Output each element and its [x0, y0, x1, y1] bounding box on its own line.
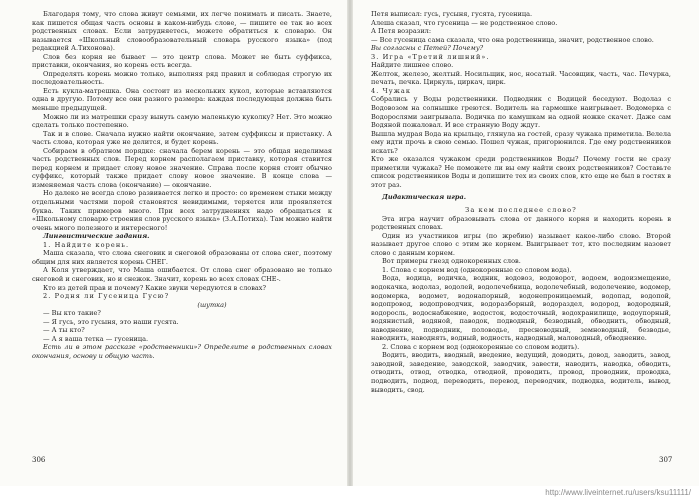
task-instruction: Найдите лишнее слово.	[371, 61, 454, 70]
paragraph: Собрались у Воды родственники. Подводник с Водицей беседуют. Водолаз с Водовозом на солнышке греются. Водитель на гармошке наигрывает. Водомерка с Водорослями заигрывала. Водичка по камушкам на одной ножке скачет. Даже сам Водяной пожаловал. И все странную Воду ждут.	[371, 95, 671, 130]
example-words: Водить, вводить, вводный, введение, ведущий, доводить, довод, заводить, завод, заводной, заведение, заводской, заводчик, завести, наводить, наводка, обводить, отводить, отвод, отводка, отводной, проводить, провод, проводник, проводка, подводить, подвод, переводить, перевод, переводчик, подводка, водитель, вывод, выводить, свод.	[371, 351, 671, 394]
paragraph: Маша сказала, что слова снеговик и снеговой образованы от слова снег, поэтому общим для них является корень СНЕГ.	[32, 249, 332, 266]
paragraph: Вышла мудрая Вода на крыльцо, глянула на гостей, сразу чужака приметила. Велела ему идти прочь в свою семью. Пошел чужак, пригорюнился. Где ему родственников искать?	[371, 129, 671, 155]
paragraph: Определять корень можно только, выполняя ряд правил и соблюдая строгую их последовательность.	[32, 69, 332, 87]
paragraph: Есть кукла-матрешка. Она состоит из нескольких кукол, которые вставляются одна в другую. Потому все они разного размера: каждая последующая должна быть меньше предыдущей.	[32, 86, 332, 113]
text-line: Петя выписал: гусь, гусыня, гусята, гусеница.	[371, 10, 533, 18]
dialog-line: — А ты кто?	[43, 326, 85, 335]
game-title: За кем последнее слово?	[465, 206, 577, 215]
right-page	[371, 10, 671, 394]
paragraph: Но далеко не всегда слово развивается легко и просто: со временем стыки между отдельными частями порой становятся невидимыми, теряется или проявляется буква. Таких примеров много. При всех затруднениях надо обращаться к «Школьному словарю строения слов русского языка» (З.А.Потиха). Там можно найти очень много полезного и интересного!	[32, 189, 332, 232]
task-subtitle: (шутка)	[197, 300, 227, 309]
paragraph: Собираем в обратном порядке: сначала берем корень — это общая неделимая часть родственных слов. Перед корнем располагаем приставку, которая ставится перед корнем и придает слову новое значение. Справа после корня стоит обычно суффикс, который также придает слову новое значение. В конце слова — изменяемая часть слова (окончание) — окончание.	[32, 146, 332, 189]
task-question: Есть ли в этом рассказе «родственники»? Определите в родственных словах окончания, основу и общую часть.	[32, 343, 332, 360]
paragraph: Эта игра научит образовывать слова от данного корня и находить корень в родственных словах.	[371, 214, 671, 232]
paragraph: А Коля утверждает, что Маша ошибается. От слова снег образовано не только снеговой и снеговик, но и снежок. Значит, корень во всех словах СНЕ-.	[32, 266, 332, 283]
task-title: 3. Игра «Третий лишний».	[371, 52, 490, 61]
task-title: 4. Чужак	[371, 86, 412, 95]
dialog-line: — А я ваша тетка — гусеница.	[43, 334, 149, 343]
paragraph: Так и в слове. Сначала нужно найти окончание, затем суффиксы и приставку. А часть слова, которая уже не делится, и будет корень.	[32, 129, 332, 147]
text-line: Алеша сказал, что гусеница — не родственное слово.	[371, 18, 558, 27]
example-title: 1. Слова с корнем вод (однокоренные со словом вода).	[382, 265, 572, 274]
task-title: 1. Найдите корень.	[43, 240, 130, 249]
paragraph: Слов без корня не бывает — это центр слова. Может не быть суффикса, приставки, окончания, но корень есть всегда.	[32, 52, 332, 70]
paragraph: Можно ли из матрешки сразу вынуть самую маленькую куколку? Нет. Это можно сделать только постепенно.	[32, 112, 332, 130]
section-title: Дидактическая игра.	[382, 193, 467, 202]
page-number-right: 307	[659, 456, 673, 464]
example-words: Вода, водица, водичка, водник, водовоз, водоворот, водоем, водоизмещение, водокачка, водолаз, водолей, водолечебница, водолечебный, водолечение, водомер, водомерка, водомет, водонапорный, водонепроницаемый, водопад, водопой, водопровод, водопроводчик, водоразборный, водораздел, водород, водородный, водоросль, водоснабжение, водосток, водосточный, водохранилище, водоупорный, водянистый, водяной, паводок, подводный, безводный, обводнить, обводный, наводнение, подводник, половодье, пресноводный, земноводный, безводье, наводнить, наводнять, водный, водность, надводный, маловодный, обводнение.	[371, 274, 671, 343]
task-title: 2. Родня ли Гусеница Гусю?	[43, 292, 170, 301]
paragraph: Благодаря тому, что слова живут семьями, их легче понимать и писать. Знаете, как пишется общая часть основы в каком-нибудь слове, — пишите ее так во всех родственных словах. Если затрудняетесь, можете обратиться к словарю. Он называется «Школьный словообразовательный словарь русского языка» (под редакцией А.Тихонова).	[32, 10, 332, 53]
watermark-url: http://www.liveinternet.ru/users/ksu11111/	[0, 486, 699, 499]
text-line: А Петя возразил:	[371, 27, 432, 36]
paragraph: Кто из детей прав и почему? Какие звуки чередуются в словах?	[43, 283, 266, 292]
dialog-line: — Я гусь, это гусыня, это наши гусята.	[43, 317, 179, 326]
page-number-left: 306	[32, 456, 46, 464]
paragraph: Один из участников игры (по жребию) называет какое-либо слово. Второй называет другое слово с этим же корнем. Выигрывает тот, кто последним назовет слово с данным корнем.	[371, 231, 671, 257]
paragraph: Вот примеры гнезд однокоренных слов.	[382, 257, 521, 266]
dialog-line: — Вы кто такие?	[43, 309, 101, 318]
example-title: 2. Слова с корнем вод (однокоренные со словом водить).	[382, 342, 580, 351]
task-words: Желток, железо, желтый. Носильщик, нос, носатый. Часовщик, часть, час. Печурка, печать, печка. Циркуль, циркач, цирк.	[371, 69, 671, 87]
book-gutter	[347, 0, 353, 486]
paragraph: Кто же оказался чужаком среди родственников Воды? Почему гости не сразу приметили чужака? Не поможете ли вы ему найти своих родственников? Составьте список родственников Воды и допишите тех из своих слов, кто еще не был в гостях в этот раз.	[371, 155, 671, 189]
text-line: Вы согласны с Петей? Почему?	[371, 44, 484, 53]
section-title: Лингвистические задания.	[43, 232, 150, 241]
left-page	[32, 10, 332, 360]
text-line: — Все гусеница сама сказала, что она родственница, значит, родственное слово.	[371, 35, 654, 44]
